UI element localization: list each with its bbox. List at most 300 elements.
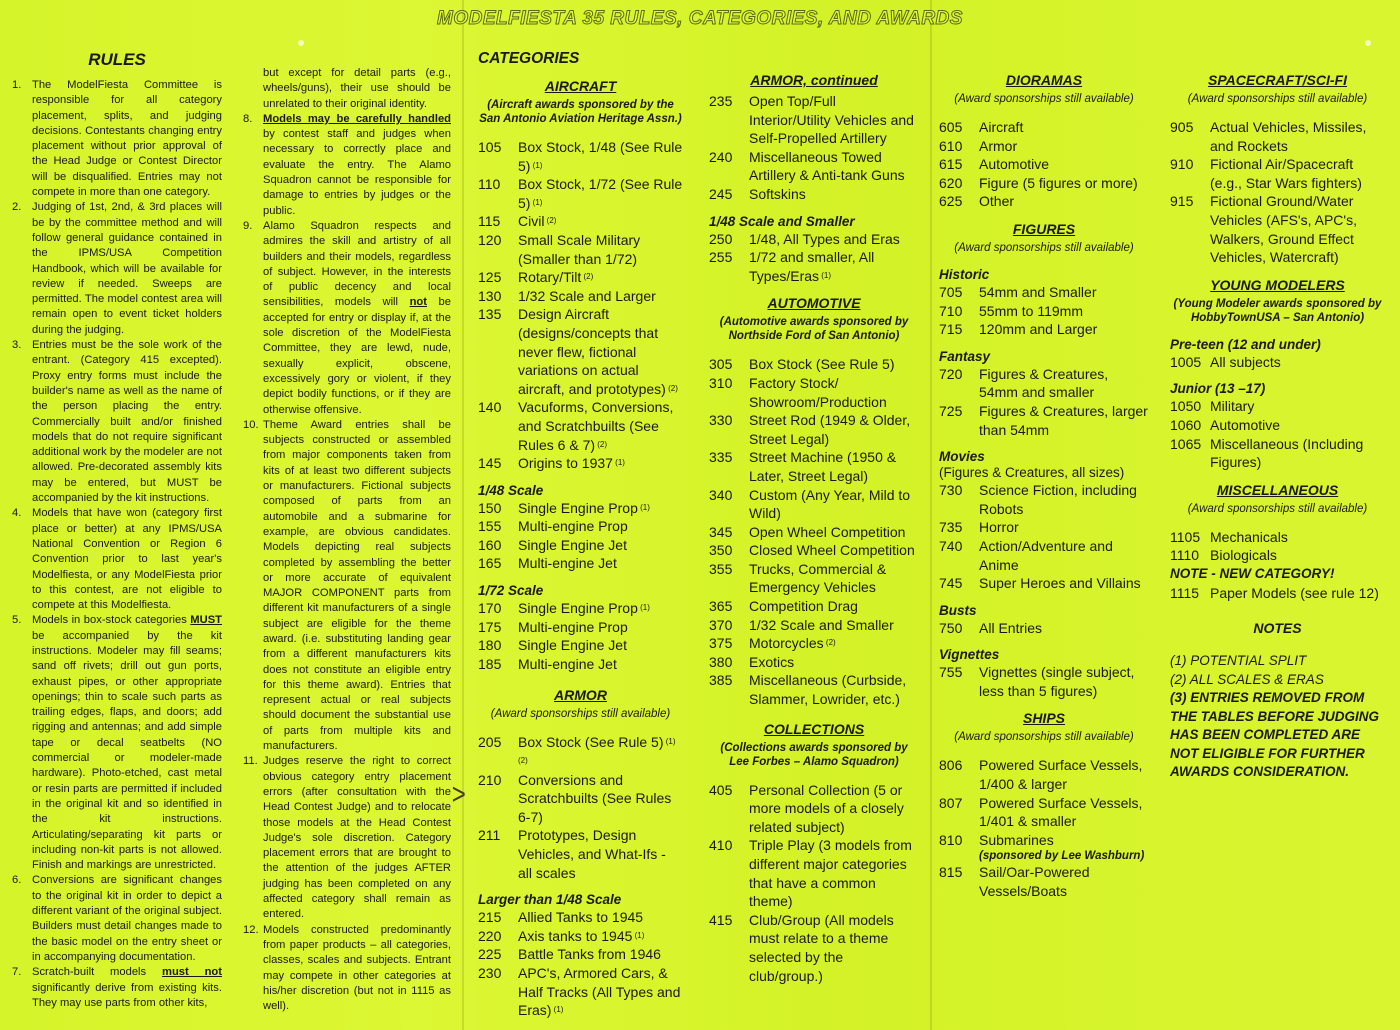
category-item <box>939 192 1149 211</box>
category-item <box>709 523 919 542</box>
ships-list-2 <box>939 863 1149 900</box>
notes-heading: NOTES <box>1253 620 1302 637</box>
category-label: Figures & Creatures, larger than 54mm <box>979 402 1148 438</box>
category-label: Vignettes (single subject, less than 5 figures) <box>979 664 1135 699</box>
rule-item <box>12 200 222 338</box>
category-item <box>478 599 683 618</box>
aircraft-list <box>478 138 683 473</box>
rule-number: 3. <box>12 339 22 352</box>
category-number: 211 <box>478 827 501 844</box>
category-label: Box Stock (See Rule 5) $^{(1) (2)}$ <box>518 734 676 766</box>
rule-number: 11. <box>243 755 258 768</box>
category-item <box>478 499 683 518</box>
category-number: 620 <box>939 174 963 191</box>
category-label: Vacuforms, Conversions, and Scratchbuilts (See Rules 6 & 7) $^{(2)}$ <box>518 399 674 453</box>
category-number: 385 <box>709 672 733 689</box>
category-label: Actual Vehicles, Missiles, and Rockets <box>1210 119 1367 154</box>
category-number: 180 <box>478 637 502 654</box>
category-item <box>478 175 683 212</box>
category-item <box>709 448 919 485</box>
collections-sponsor: (Collections awards sponsored by Lee Forbes – Alamo Squadron) <box>720 741 908 768</box>
automotive-heading: AUTOMOTIVE <box>767 295 861 312</box>
rules-column-1 <box>12 50 222 1011</box>
note-marker: (2) <box>665 383 678 393</box>
category-label: Multi-engine Prop <box>518 618 628 635</box>
category-label: Competition Drag <box>749 598 858 615</box>
category-item <box>939 320 1149 339</box>
category-item <box>939 155 1149 174</box>
rule-emphasis: Models may be carefully handled <box>263 112 451 125</box>
rule-number: 1. <box>12 79 22 91</box>
category-item <box>478 618 683 637</box>
category-label: Single Engine Jet <box>518 637 627 654</box>
rules-column-2 <box>243 66 451 1014</box>
rule-text: The ModelFiesta Committee is responsible for all category placement, splits, and judging decisions. Contestants changing entry placement without prior approval of the Head Judge or Contest Director will be disqualified. Entries may not compete in more than one category. <box>32 79 222 199</box>
category-label: Axis tanks to 1945 $^{(1)}$ <box>518 927 645 944</box>
category-label: Multi-engine Jet <box>518 655 617 672</box>
category-item <box>478 138 683 175</box>
category-item <box>939 518 1149 537</box>
category-label: Design Aircraft (designs/concepts that never flew, fictional variations on actual aircraft, and prototypes) $^{(2)}$ <box>518 306 678 397</box>
rule-number: 6. <box>12 874 22 887</box>
category-number: 340 <box>709 486 733 503</box>
category-item <box>478 771 683 827</box>
rule-item <box>243 923 451 1015</box>
category-number: 1110 <box>1170 547 1200 564</box>
figures-movies-list <box>939 481 1149 593</box>
figures-fantasy-heading: Fantasy <box>939 348 991 364</box>
category-number: 305 <box>709 356 733 373</box>
category-number: 740 <box>939 537 963 554</box>
category-label: 55mm to 119mm <box>979 302 1083 319</box>
category-number: 375 <box>709 635 733 652</box>
dioramas-sponsor: (Award sponsorships still available) <box>954 93 1134 105</box>
category-item <box>709 616 919 635</box>
note-marker: (2) <box>595 439 608 449</box>
spacecraft-sponsor: (Award sponsorships still available) <box>1187 93 1368 105</box>
category-number: 230 <box>478 964 502 981</box>
rule-number: 5. <box>12 614 22 627</box>
category-label: Civil $^{(2)}$ <box>518 213 557 230</box>
category-item <box>709 911 919 985</box>
category-number: 415 <box>709 911 733 928</box>
category-number: 225 <box>478 946 502 963</box>
automotive-list <box>709 355 919 708</box>
category-label: APC's, Armored Cars, & Half Tracks (All Types and Eras) $^{(1)}$ <box>518 964 681 1019</box>
rule-item <box>243 754 451 922</box>
rule-number: 9. <box>243 219 253 232</box>
category-label: Sail/Oar-Powered Vessels/Boats <box>979 864 1090 900</box>
category-number: 610 <box>939 137 963 154</box>
armor-small-list <box>709 230 919 286</box>
category-label: Powered Surface Vessels, 1/400 & larger <box>979 757 1143 793</box>
category-item <box>478 268 683 287</box>
category-number: 240 <box>709 148 733 165</box>
category-item <box>709 486 919 523</box>
rule-item: 5. Models in box-stock categories MUST be accompanied by the kit instructions. Modeler may fill seams; sand off rivets; drill out gun ports, exhaust pipes, or other appropriate openings; thin to scale such parts as trailing edges, flaps, and doors; add rigging and antennas; and add simple tape or decal seatbelts (NO commercial or modeler-made hardware). Photo-etched, cast metal or resin parts are permitted if included in the original kit and so identified in the kit instructions. Articulating/separating kit parts or including non-kit parts is not allowed. Finish and markings are unrestricted. <box>12 614 222 872</box>
rules-heading: RULES <box>88 50 146 69</box>
category-number: 155 <box>478 518 502 535</box>
category-number: 1065 <box>1170 435 1202 452</box>
category-item <box>478 826 683 882</box>
category-label: Aircraft <box>979 119 1024 135</box>
figures-sponsor: (Award sponsorships still available) <box>954 241 1134 254</box>
category-item <box>478 655 683 674</box>
category-label: Submarines <box>979 831 1054 848</box>
category-label: Automotive <box>979 156 1050 173</box>
categories-column-2 <box>709 72 919 985</box>
young-modelers-sponsor: (Young Modeler awards sponsored by HobbyTownUSA – San Antonio) <box>1173 297 1382 324</box>
category-label: Trucks, Commercial & Emergency Vehicles <box>749 560 887 596</box>
ships-sponsor: (Award sponsorships still available) <box>954 731 1134 744</box>
category-item <box>939 537 1149 574</box>
category-item <box>709 411 919 448</box>
figures-heading: FIGURES <box>1012 220 1076 237</box>
category-item <box>1170 584 1385 603</box>
category-label: 1/32 Scale and Smaller <box>749 616 894 633</box>
category-label: Paper Models (see rule 12) <box>1210 584 1379 601</box>
category-number: 745 <box>939 575 963 592</box>
category-number: 215 <box>478 909 502 926</box>
category-number: 1060 <box>1170 416 1202 433</box>
category-number: 735 <box>939 519 963 536</box>
spacecraft-heading: SPACECRAFT/SCI-FI <box>1208 72 1347 88</box>
ships-submarine-sponsor: (sponsored by Lee Washburn) <box>979 850 1145 863</box>
category-label: Street Machine (1950 & Later, Street Legal) <box>749 449 897 484</box>
aircraft-heading: AIRCRAFT <box>544 78 617 94</box>
category-item <box>939 794 1149 831</box>
category-label: Horror <box>979 519 1019 536</box>
figures-movies-heading: Movies <box>939 449 985 465</box>
category-number: 170 <box>478 600 502 617</box>
note-marker: (1) <box>530 160 543 170</box>
rule-text: Models that have won (category first place or better) at any IPMS/USA National Convention or Region 6 Convention prior to last year's Modelfiesta, or any ModelFiesta prior to this contest, are not eligible to compete at this Modelfiesta. <box>32 507 222 612</box>
category-item <box>939 302 1149 321</box>
aircraft-48-heading: 1/48 Scale <box>478 482 544 498</box>
category-label: 120mm and Larger <box>979 321 1098 338</box>
aircraft-72-heading: 1/72 Scale <box>478 583 544 599</box>
category-number: 350 <box>709 542 733 559</box>
category-label: Prototypes, Design Vehicles, and What-Ifs - all scales <box>518 827 666 881</box>
category-number: 130 <box>478 287 502 304</box>
category-label: Figure (5 figures or more) <box>979 174 1138 191</box>
category-item <box>939 831 1149 850</box>
note-marker: (2) <box>823 638 836 648</box>
category-label: Origins to 1937 $^{(1)}$ <box>518 455 625 472</box>
category-label: Club/Group (All models must relate to a theme selected by the club/group.) <box>749 911 894 984</box>
category-item <box>709 653 919 672</box>
category-item <box>709 185 919 204</box>
category-item <box>939 137 1149 156</box>
category-number: 810 <box>939 831 963 848</box>
armor-large-list <box>478 908 683 1020</box>
category-label: 1/32 Scale and Larger <box>518 287 656 304</box>
figures-vignettes-heading: Vignettes <box>939 647 1000 663</box>
category-label: Multi-engine Prop <box>518 518 628 535</box>
rule-item <box>12 506 222 613</box>
category-item <box>478 964 683 1020</box>
category-number: 120 <box>478 231 502 248</box>
category-number: 310 <box>709 374 733 391</box>
category-label: Biologicals <box>1210 547 1277 564</box>
category-item <box>478 287 683 306</box>
category-item <box>478 536 683 555</box>
category-item <box>1170 416 1385 435</box>
category-number: 915 <box>1170 193 1194 210</box>
rule-7-continued: but except for detail parts (e.g., wheels/guns), their use should be unrelated to their original identity. <box>263 67 451 110</box>
category-number: 175 <box>478 618 502 635</box>
category-number: 355 <box>709 560 733 577</box>
ships-list <box>939 756 1149 849</box>
rule-emphasis: MUST <box>190 614 222 627</box>
note-marker: (1) (2) <box>518 737 676 766</box>
category-number: 405 <box>709 781 733 798</box>
rule-item: 8. Models may be carefully handled by contest staff and judges when necessary to correctly place and evaluate the entry. The Alamo Squadron cannot be responsible for damage to entries by judges or the public. <box>243 112 451 217</box>
category-item <box>478 554 683 573</box>
category-number: 615 <box>939 156 963 173</box>
category-item <box>709 248 919 285</box>
note-marker: (1) <box>551 1005 564 1015</box>
category-label: Single Engine Prop $^{(1)}$ <box>518 499 650 516</box>
category-number: 220 <box>478 927 502 944</box>
note-line: (1) POTENTIAL SPLIT <box>1170 653 1307 669</box>
category-number: 250 <box>709 230 733 247</box>
category-number: 720 <box>939 365 963 382</box>
category-label: Personal Collection (5 or more models of a closely related subject) <box>749 781 904 835</box>
category-label: Conversions and Scratchbuilts (See Rules 6-7) <box>518 771 672 825</box>
dioramas-heading: DIORAMAS <box>1005 72 1083 88</box>
category-number: 140 <box>478 399 502 416</box>
category-label: Rotary/Tilt $^{(2)}$ <box>518 269 594 286</box>
armor-continued-heading: ARMOR, continued <box>750 72 878 88</box>
rule-item: 9. Alamo Squadron respects and admires the skill and artistry of all builders and their models, regardless of subject. However, in the interests of public decency and local sensibilities, models will not be accepted for entry or display if, at the sole discretion of the ModelFiesta Committee, they are lewd, nude, sexually explicit, obscene, excessively gory or violent, if they depict bodily functions, or if they are otherwise offensive. <box>243 219 451 416</box>
fold-line <box>462 0 464 1030</box>
category-number: 235 <box>709 93 733 109</box>
category-number: 1050 <box>1170 398 1202 415</box>
collections-heading: COLLECTIONS <box>763 720 865 737</box>
rule-number: 4. <box>12 507 22 520</box>
category-item <box>939 619 1149 638</box>
hand-drawn-arrow-icon: > <box>451 778 466 811</box>
armor-sponsor: (Award sponsorships still available) <box>490 708 671 721</box>
category-item <box>939 283 1149 302</box>
category-label: Fictional Ground/Water Vehicles (AFS's, APC's, Walkers, Ground Effect Vehicles, Watercraft) <box>1210 193 1357 266</box>
category-label: Multi-engine Jet <box>518 555 617 572</box>
note-marker: (1) <box>637 603 650 613</box>
category-label: Miscellaneous (Including Figures) <box>1210 435 1364 471</box>
rule-emphasis: must not <box>162 966 222 979</box>
figures-vignettes-list <box>939 663 1149 700</box>
rule-text: Conversions are significant changes to the original kit in order to depict a different variant of the original subject. Builders must detail changes made to the basic model on the entry sheet or in accompanying documentation. <box>32 874 222 963</box>
category-number: 905 <box>1170 119 1194 135</box>
rules-list <box>12 78 222 1011</box>
armor-continued-list <box>709 92 919 204</box>
category-item <box>478 908 683 927</box>
category-number: 150 <box>478 499 502 516</box>
category-label: 1/48, All Types and Eras <box>749 230 900 247</box>
category-item <box>709 92 919 148</box>
category-number: 710 <box>939 302 963 319</box>
category-item <box>709 634 919 653</box>
rule-item <box>12 873 222 965</box>
armor-list <box>478 733 683 882</box>
armor-heading: ARMOR <box>554 687 607 704</box>
note-marker: (2) <box>544 216 557 226</box>
ships-heading: SHIPS <box>1022 710 1065 727</box>
category-label: Battle Tanks from 1946 <box>518 946 661 963</box>
category-number: 345 <box>709 523 733 540</box>
category-number: 105 <box>478 139 502 155</box>
new-category-note: NOTE - NEW CATEGORY! <box>1170 565 1335 581</box>
category-label: Box Stock, 1/72 (See Rule 5) $^{(1)}$ <box>518 176 683 211</box>
rule-text: Judging of 1st, 2nd, & 3rd places will be by the committee method and will follow general guidance contained in the IPMS/USA Competition Handbook, which will be available for review if needed. Sweeps are permitted. The model contest area will remain open to event ticket holders during the judging. <box>32 201 222 336</box>
note-marker: (1) <box>819 270 832 280</box>
category-label: Small Scale Military (Smaller than 1/72) <box>518 231 641 267</box>
rule-text: Entries must be the sole work of the entrant. (Category 415 excepted). Proxy entry forms must include the builder's name as well as the name of the person placing the entry. Commercially built and/or finished models that do not require significant additional work by the modeler are not allowed. Pre-decorated assembly kits may be entered, but MUST be accompanied by the kit instructions. <box>32 339 222 505</box>
note-marker: (2) <box>581 272 594 282</box>
category-number: 715 <box>939 321 963 338</box>
category-label: Box Stock (See Rule 5) <box>749 356 895 373</box>
category-number: 705 <box>939 283 963 300</box>
category-number: 1115 <box>1170 584 1200 601</box>
category-item <box>478 517 683 536</box>
miscellaneous-sponsor: (Award sponsorships still available) <box>1187 502 1368 515</box>
category-item <box>1170 192 1385 266</box>
fold-line <box>930 0 932 1030</box>
category-item <box>478 945 683 964</box>
rule-item <box>12 78 222 200</box>
category-item <box>1170 546 1385 565</box>
rules-list-continued <box>243 112 451 1015</box>
category-item <box>939 481 1149 518</box>
aircraft-48-list <box>478 499 683 573</box>
category-item <box>939 574 1149 593</box>
category-label: Science Fiction, including Robots <box>979 482 1137 517</box>
category-label: Other <box>979 193 1015 210</box>
category-item <box>709 230 919 249</box>
rule-item <box>12 338 222 506</box>
category-item <box>478 231 683 268</box>
category-label: Military <box>1210 398 1255 415</box>
rule-number: 10. <box>243 418 259 431</box>
rule-text: Models constructed predominantly from paper products – all categories, classes, scales and subjects. Entrant may compete in other categories at his/her discretion (but not in 1115 as well). <box>263 923 451 1013</box>
category-label: Super Heroes and Villains <box>979 575 1141 592</box>
category-number: 380 <box>709 653 733 670</box>
category-label: All subjects <box>1210 353 1281 370</box>
category-label: Street Rod (1949 & Older, Street Legal) <box>749 412 911 447</box>
categories-column-1 <box>478 50 683 1020</box>
category-label: Armor <box>979 137 1018 154</box>
category-item <box>478 927 683 946</box>
spacecraft-list <box>1170 118 1385 267</box>
miscellaneous-heading: MISCELLANEOUS <box>1216 481 1339 498</box>
note-marker: (1) <box>637 502 650 512</box>
category-label: Fictional Air/Spacecraft (e.g., Star Wars fighters) <box>1210 156 1362 191</box>
rule-number: 8. <box>243 112 253 125</box>
rule-item: 7. Scratch-built models must not significantly derive from existing kits. They may use parts from other kits, <box>12 966 222 1009</box>
rule-emphasis: not <box>409 296 427 309</box>
category-number: 910 <box>1170 156 1194 173</box>
category-label: Miscellaneous (Curbside, Slammer, Lowrider, etc.) <box>749 672 907 708</box>
category-label: Softskins <box>749 185 806 202</box>
punch-hole <box>1365 40 1371 46</box>
category-item <box>709 836 919 910</box>
automotive-sponsor: (Automotive awards sponsored by Northside Ford of San Antonio) <box>719 316 909 343</box>
young-modelers-heading: YOUNG MODELERS <box>1210 276 1345 293</box>
rule-text: Theme Award entries shall be subjects constructed or assembled from major components taken from kits of at least two different subjects or manufacturers. Fictional subjects composed of parts from an automobile and a submarine for example, are obvious candidates. Models depicting real subjects completed by assembling the better or more accurate of equivalent MAJOR COMPONENT parts from different kit manufacturers of a single subject are eligible for the theme award. (i.e. substituting landing gear from a different manufacturers kits does not constitute an eligible entry for this theme award). Entries that represent actual or real subjects should document the substantial use of parts from multiple kits and manufacturers. <box>263 418 451 753</box>
category-number: 145 <box>478 455 502 472</box>
category-label: Single Engine Jet <box>518 536 627 553</box>
category-number: 160 <box>478 536 502 553</box>
figures-movies-note: (Figures & Creatures, all sizes) <box>939 465 1125 481</box>
category-label: All Entries <box>979 619 1043 636</box>
category-item <box>478 398 683 454</box>
category-number: 110 <box>478 176 501 193</box>
page-title: MODELFIESTA 35 RULES, CATEGORIES, AND AWARDS <box>437 8 963 29</box>
figures-historic-heading: Historic <box>939 266 990 282</box>
category-label: 1/72 and smaller, All Types/Eras $^{(1)}$ <box>749 249 875 284</box>
category-item <box>939 118 1149 137</box>
category-number: 185 <box>478 655 502 672</box>
category-item <box>709 597 919 616</box>
category-item <box>1170 397 1385 416</box>
category-label: Open Top/Full Interior/Utility Vehicles and Self-Propelled Artillery <box>749 93 914 147</box>
category-label: Open Wheel Competition <box>749 523 906 540</box>
category-number: 115 <box>478 213 501 230</box>
category-number: 815 <box>939 864 963 881</box>
category-label: Box Stock, 1/48 (See Rule 5) $^{(1)}$ <box>518 139 683 174</box>
miscellaneous-list-2 <box>1170 584 1385 603</box>
category-number: 255 <box>709 249 733 266</box>
category-number: 807 <box>939 794 963 811</box>
category-label: Miscellaneous Towed Artillery & Anti-tank Guns <box>749 148 905 184</box>
category-number: 1105 <box>1170 528 1201 545</box>
category-item <box>939 863 1149 900</box>
category-label: Allied Tanks to 1945 <box>518 909 644 926</box>
categories-heading: CATEGORIES <box>478 50 580 67</box>
category-item <box>1170 118 1385 155</box>
preteen-heading: Pre-teen (12 and under) <box>1170 336 1321 352</box>
figures-historic-list <box>939 283 1149 339</box>
category-item <box>709 560 919 597</box>
armor-small-heading: 1/48 Scale and Smaller <box>709 213 855 229</box>
category-label: Triple Play (3 models from different major categories that have a common theme) <box>749 837 912 910</box>
category-item <box>478 636 683 655</box>
category-label: Powered Surface Vessels, 1/401 & smaller <box>979 794 1143 830</box>
note-marker: (1) <box>632 930 645 940</box>
category-number: 165 <box>478 555 502 572</box>
category-label: Automotive <box>1210 416 1281 433</box>
category-item <box>1170 528 1385 547</box>
miscellaneous-list <box>1170 528 1385 565</box>
category-item <box>709 671 919 708</box>
preteen-list <box>1170 353 1385 372</box>
category-number: 410 <box>709 837 733 854</box>
collections-list <box>709 781 919 986</box>
rule-number: 2. <box>12 201 22 214</box>
category-number: 605 <box>939 119 963 135</box>
category-label: Closed Wheel Competition <box>749 542 915 559</box>
category-label: Single Engine Prop $^{(1)}$ <box>518 600 650 617</box>
note-marker: (1) <box>612 458 625 468</box>
category-label: Custom (Any Year, Mild to Wild) <box>749 486 911 522</box>
category-number: 205 <box>478 734 502 751</box>
category-number: 365 <box>709 598 733 615</box>
category-label: Action/Adventure and Anime <box>979 537 1113 573</box>
category-label: 54mm and Smaller <box>979 283 1097 300</box>
aircraft-72-list <box>478 599 683 673</box>
categories-column-3 <box>939 72 1149 901</box>
